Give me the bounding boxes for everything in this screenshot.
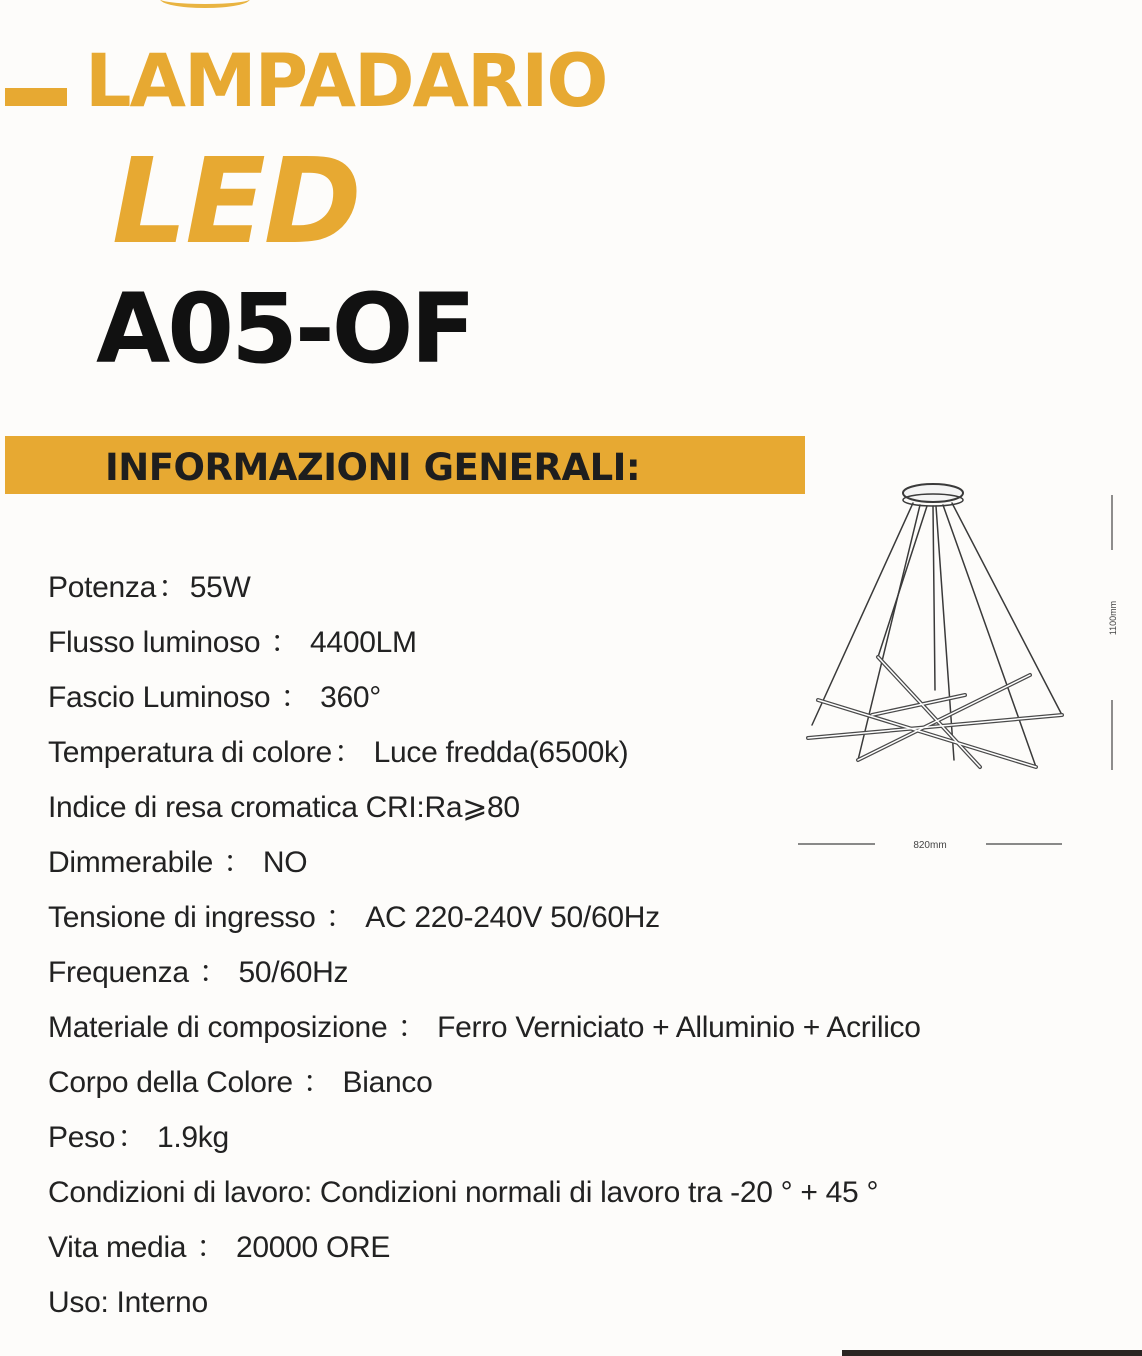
spec-separator: : bbox=[100, 1286, 117, 1319]
spec-value: Ferro Verniciato + Alluminio + Acrilico bbox=[437, 1011, 921, 1044]
spec-value: AC 220-240V 50/60Hz bbox=[365, 901, 660, 934]
spec-label: Frequenza bbox=[48, 956, 189, 989]
section-heading: INFORMAZIONI GENERALI: bbox=[105, 446, 641, 489]
spec-item bbox=[48, 1000, 921, 1055]
spec-label: Corpo della Colore bbox=[48, 1066, 293, 1099]
spec-separator: : bbox=[416, 791, 425, 824]
spec-value: Bianco bbox=[342, 1066, 433, 1099]
spec-separator: ： bbox=[389, 1011, 436, 1044]
spec-label: Materiale di composizione bbox=[48, 1011, 388, 1044]
spec-item bbox=[48, 945, 921, 1000]
spec-label: Peso bbox=[48, 1121, 116, 1154]
spec-value: 4400LM bbox=[310, 626, 417, 659]
spec-label: Dimmerabile bbox=[48, 846, 214, 879]
spec-value: NO bbox=[262, 846, 308, 879]
spec-separator: ： bbox=[157, 571, 188, 604]
spec-separator: ： bbox=[294, 1066, 341, 1099]
spec-value: 360° bbox=[320, 681, 381, 714]
title-line-2: LED bbox=[112, 132, 360, 270]
spec-separator: ： bbox=[215, 846, 261, 879]
spec-label: Temperatura di colore bbox=[48, 736, 332, 769]
spec-label: Fascio Luminoso bbox=[48, 681, 271, 714]
height-label: 1100mm bbox=[1108, 600, 1118, 636]
spec-value: 55W bbox=[189, 571, 251, 604]
spec-item bbox=[48, 1275, 921, 1330]
spec-separator: ： bbox=[272, 681, 319, 714]
section-banner bbox=[5, 436, 805, 494]
spec-separator: ： bbox=[117, 1121, 155, 1154]
title-line-1: LAMPADARIO bbox=[85, 39, 607, 124]
spec-value: Interno bbox=[116, 1286, 208, 1319]
ceiling-canopy bbox=[903, 484, 963, 502]
bottom-edge-bar bbox=[842, 1350, 1142, 1356]
spec-label: Flusso luminoso bbox=[48, 626, 261, 659]
spec-separator: ： bbox=[190, 956, 237, 989]
spec-item bbox=[48, 1055, 921, 1110]
chandelier-illustration bbox=[808, 484, 1062, 767]
spec-item bbox=[48, 1220, 921, 1275]
spec-label: Condizioni di lavoro bbox=[48, 1176, 304, 1209]
title-accent-bar bbox=[5, 88, 67, 106]
spec-label: Potenza bbox=[48, 571, 156, 604]
model-code: A05-OF bbox=[96, 273, 473, 385]
decorative-arc bbox=[160, 0, 250, 8]
spec-item bbox=[48, 890, 921, 945]
width-label: 820mm bbox=[913, 840, 947, 851]
spec-label: Vita media bbox=[48, 1231, 187, 1264]
spec-separator: ： bbox=[188, 1231, 234, 1264]
spec-value: 1.9kg bbox=[156, 1121, 229, 1154]
chandelier-dimension-drawing bbox=[790, 470, 1130, 860]
spec-value: Condizioni normali di lavoro tra -20 ° + 45 ° bbox=[319, 1176, 879, 1209]
spec-item bbox=[48, 1110, 921, 1165]
spec-value: 50/60Hz bbox=[238, 956, 349, 989]
spec-value: Luce fredda(6500k) bbox=[373, 736, 629, 769]
spec-separator: : bbox=[303, 1176, 320, 1209]
spec-item bbox=[48, 1165, 921, 1220]
spec-separator: ： bbox=[333, 736, 372, 769]
spec-separator: ： bbox=[317, 901, 364, 934]
spec-value: 20000 ORE bbox=[235, 1231, 391, 1264]
spec-value: Ra⩾80 bbox=[424, 791, 520, 824]
spec-label: Indice di resa cromatica CRI bbox=[48, 791, 417, 824]
spec-separator: ： bbox=[262, 626, 309, 659]
spec-label: Uso bbox=[48, 1286, 101, 1319]
spec-label: Tensione di ingresso bbox=[48, 901, 316, 934]
